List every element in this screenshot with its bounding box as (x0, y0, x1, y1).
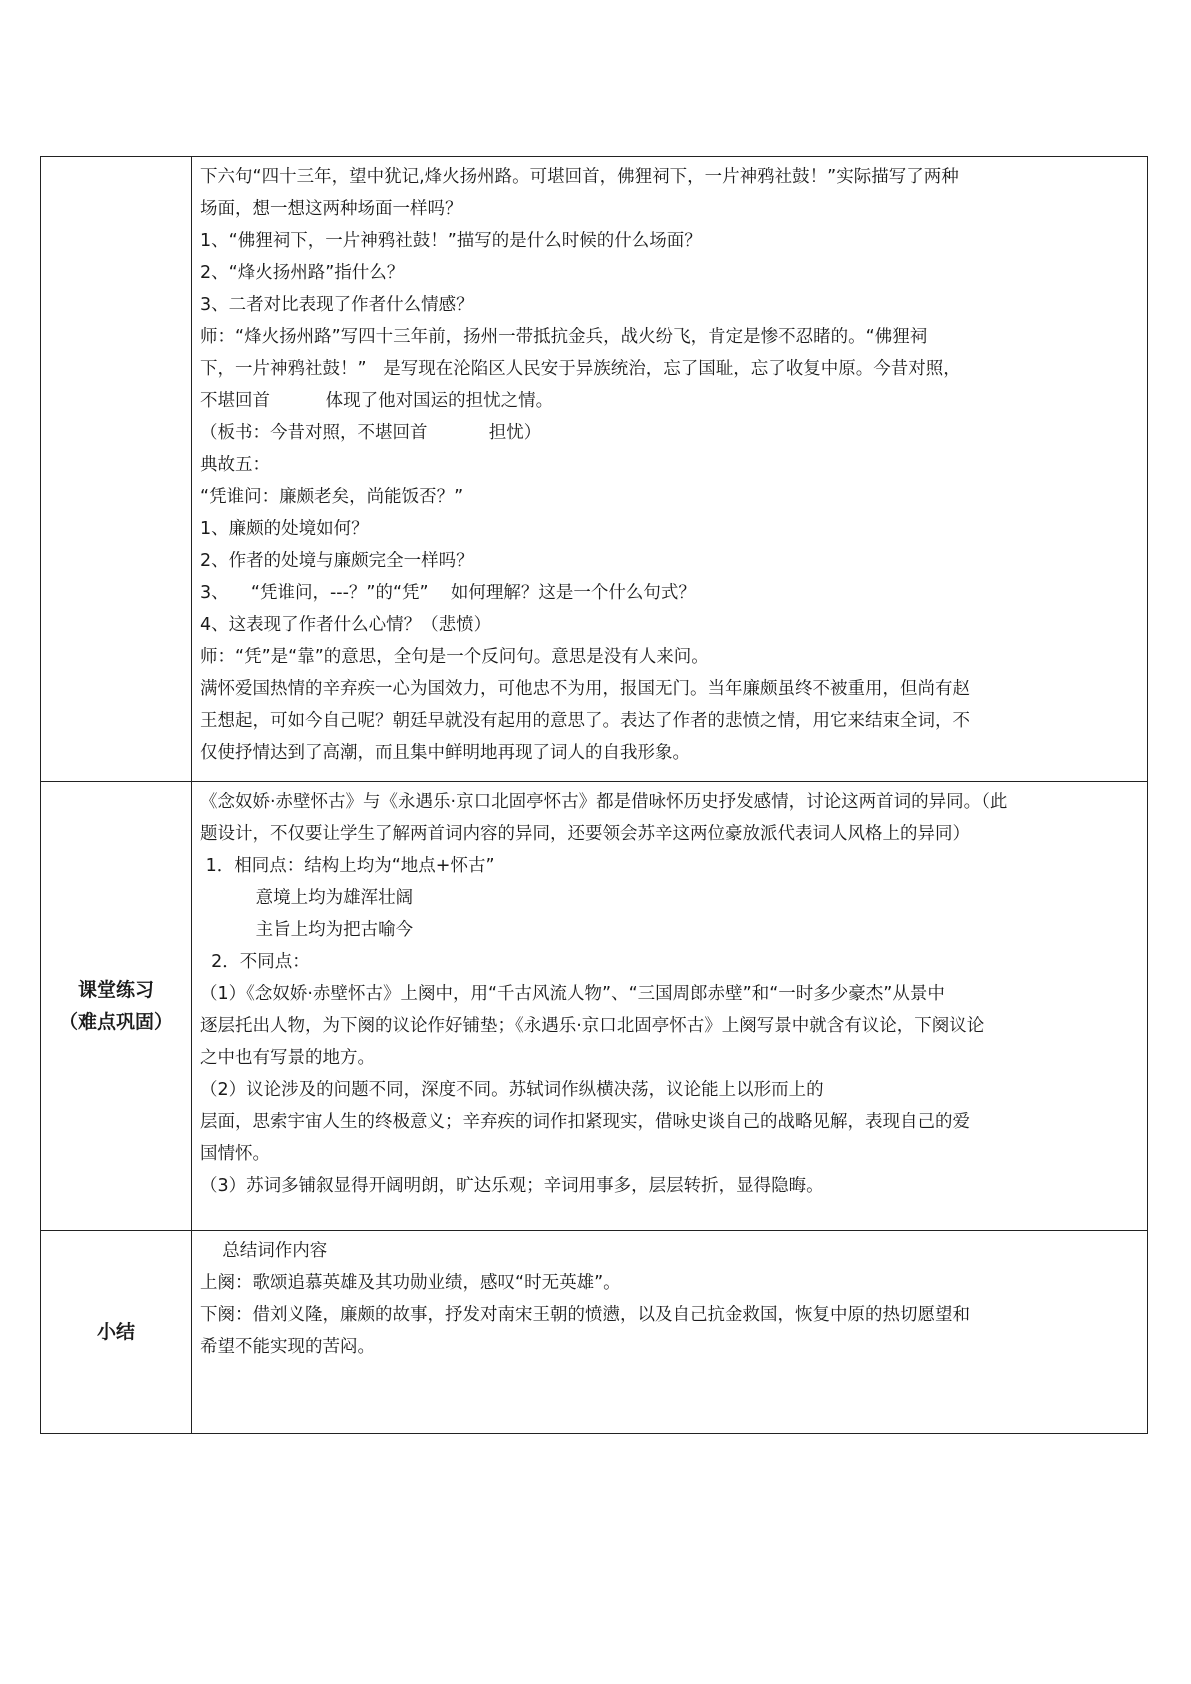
row-content-cell (192, 157, 1148, 782)
text-line: 之中也有写景的地方。 (200, 1048, 375, 1068)
row-label-cell (41, 782, 192, 1231)
text-line: 1．相同点：结构上均为“地点+怀古” (200, 856, 495, 876)
text-line: “凭谁问：廉颇老矣，尚能饭否？” (200, 487, 464, 507)
text-line: 不堪回首 体现了他对国运的担忧之情。 (200, 391, 554, 411)
table-row-summary (41, 1231, 1148, 1434)
text-line: 下六句“四十三年，望中犹记,烽火扬州路。可堪回首，佛狸祠下，一片神鸦社鼓！”实际描写了两种 (200, 167, 959, 187)
table-row-class-exercise (41, 782, 1148, 1231)
row-label: 小结 (96, 1321, 135, 1343)
text-line: 师：“凭”是“靠”的意思，全句是一个反问句。意思是没有人来问。 (200, 647, 709, 667)
row-label-cell (41, 1231, 192, 1434)
text-line: （2）议论涉及的问题不同，深度不同。苏轼词作纵横决荡，议论能上以形而上的 (200, 1080, 824, 1100)
text-line: 下阕：借刘义隆，廉颇的故事，抒发对南宋王朝的愤懑，以及自己抗金救国，恢复中原的热切愿望和 (200, 1305, 970, 1325)
text-line: 典故五： (200, 455, 270, 475)
text-line: 师：“烽火扬州路”写四十三年前，扬州一带抵抗金兵，战火纷飞，肯定是惨不忍睹的。“佛狸祠 (200, 327, 928, 347)
text-line: 题设计，不仅要让学生了解两首词内容的异同，还要领会苏辛这两位豪放派代表词人风格上的异同） (200, 824, 970, 844)
text-line: 仅使抒情达到了高潮，而且集中鲜明地再现了词人的自我形象。 (200, 743, 690, 763)
text-line: 4、这表现了作者什么心情？（悲愤） (200, 615, 492, 635)
text-line: 3、二者对比表现了作者什么情感？ (200, 295, 474, 315)
text-line: 主旨上均为把古喻今 (200, 920, 414, 940)
row-sublabel: （难点巩固） (58, 1011, 173, 1033)
table-row-allusion (41, 157, 1148, 782)
row-label-cell (41, 157, 192, 782)
text-line: （3）苏词多铺叙显得开阔明朗，旷达乐观；辛词用事多，层层转折，显得隐晦。 (200, 1176, 824, 1196)
row-label: 课堂练习 (77, 979, 154, 1001)
text-line: 总结词作内容 (200, 1241, 328, 1261)
text-line: 下，一片神鸦社鼓！” 是写现在沦陷区人民安于异族统治，忘了国耻，忘了收复中原。今昔对照， (200, 359, 961, 379)
text-line: 逐层托出人物，为下阕的议论作好铺垫；《永遇乐·京口北固亭怀古》上阕写景中就含有议论，下阕议论 (200, 1016, 985, 1036)
text-line: 希望不能实现的苦闷。 (200, 1337, 375, 1357)
text-line: 1、“佛狸祠下，一片神鸦社鼓！”描写的是什么时候的什么场面？ (200, 231, 702, 251)
text-line: 上阕：歌颂追慕英雄及其功勋业绩，感叹“时无英雄”。 (200, 1273, 621, 1293)
text-line: 满怀爱国热情的辛弃疾一心为国效力，可他忠不为用，报国无门。当年廉颇虽终不被重用，但尚有赵 (200, 679, 970, 699)
text-line: 2、“烽火扬州路”指什么？ (200, 263, 405, 283)
text-line: 2、作者的处境与廉颇完全一样吗？ (200, 551, 474, 571)
text-line: 国情怀。 (200, 1144, 270, 1164)
lesson-plan-table (40, 156, 1148, 1434)
text-line: 场面，想一想这两种场面一样吗？ (200, 199, 463, 219)
text-line: （1）《念奴娇·赤壁怀古》上阕中，用“千古风流人物”、“三国周郎赤壁”和“一时多少豪杰”从景中 (200, 984, 945, 1004)
text-line: 意境上均为雄浑壮阔 (200, 888, 414, 908)
text-line: 层面，思索宇宙人生的终极意义；辛弃疾的词作扣紧现实，借咏史谈自己的战略见解，表现自己的爱 (200, 1112, 970, 1132)
text-line: 1、廉颇的处境如何？ (200, 519, 369, 539)
text-line: 王想起，可如今自己呢？朝廷早就没有起用的意思了。表达了作者的悲愤之情，用它来结束全词，不 (200, 711, 970, 731)
row-content-cell (192, 1231, 1148, 1434)
row-content-cell (192, 782, 1148, 1231)
text-line: 2．不同点： (200, 952, 310, 972)
text-line: （板书：今昔对照，不堪回首 担忧） (200, 423, 542, 443)
text-line: 《念奴娇·赤壁怀古》与《永遇乐·京口北固亭怀古》都是借咏怀历史抒发感情，讨论这两首词的异同。（此 (200, 792, 1008, 812)
text-line: 3、 “凭谁问，---？”的“凭” 如何理解？这是一个什么句式？ (200, 583, 696, 603)
